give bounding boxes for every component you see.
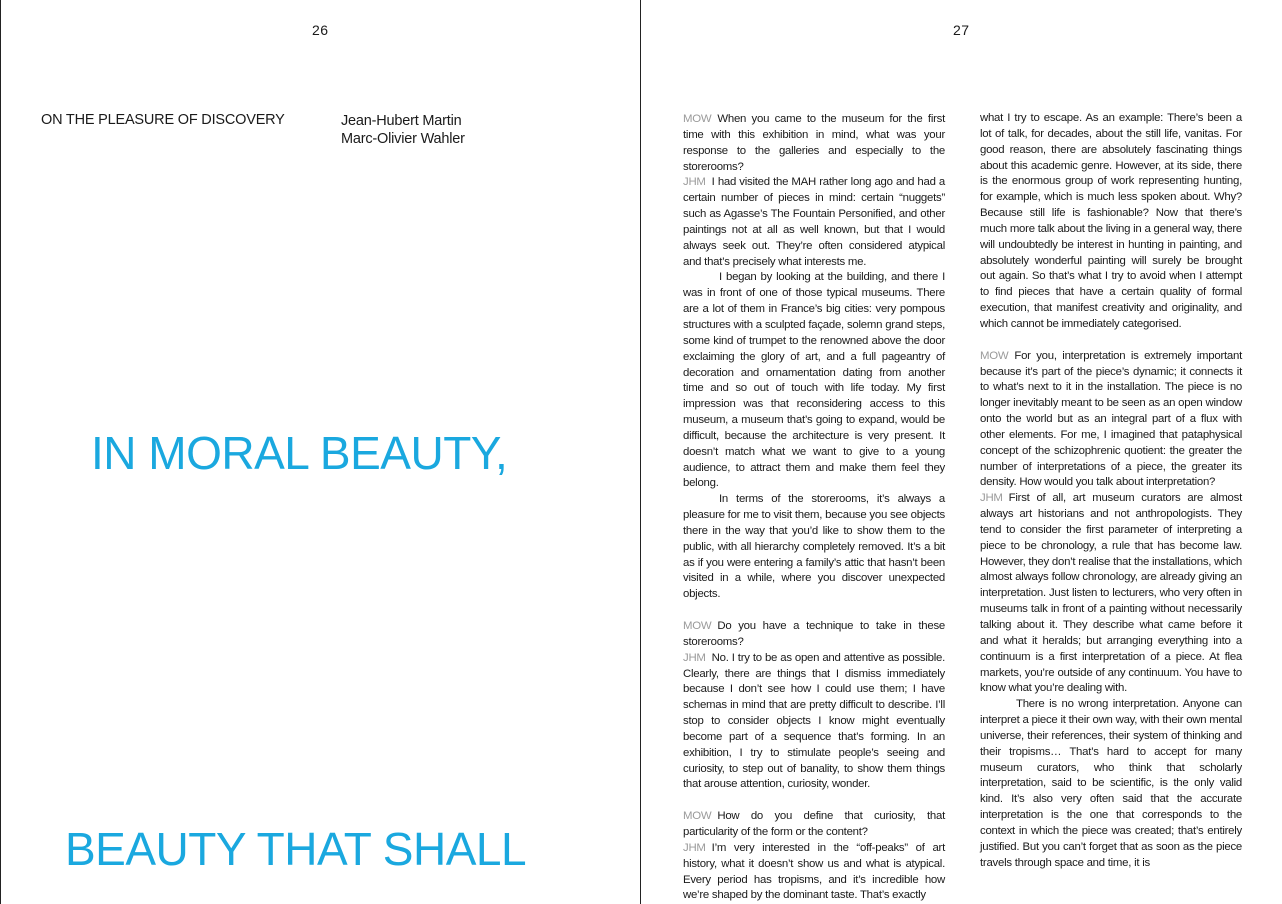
paragraph-text: Do you have a technique to take in these storerooms?: [683, 620, 945, 648]
interview-paragraph: [683, 492, 945, 603]
paragraph-text: For you, interpretation is extremely important because it’s part of the piece’s dynamic; it connects it to what’s next to it in the installation. The piece is no longer inevitably meant to be seen as an open window onto the world but as an integral part of a flux with other elements. For me, I imagined that pataphysical concept of the schizophrenic quotient: the greater the number of interpretations of a piece, the greater its density. How would you talk about interpretation?: [980, 349, 1242, 489]
speaker-initials: MOW: [980, 349, 1009, 362]
interview-paragraph: [980, 697, 1242, 871]
interview-paragraph: [683, 112, 945, 175]
interview-paragraph: [980, 111, 1242, 333]
interview-paragraph: [683, 651, 945, 794]
paragraph-text: I began by looking at the building, and there I was in front of one of those typical museums. There are a lot of them in France’s big cities: very pompous structures with a sculpted façade, solemn grand steps, some kind of trumpet to the renowned above the door exclaiming the glory of art, and a full pageantry of decoration and ornamentation dating from another time and so out of touch with life today. My first impression was that reconsidering access to this museum, a museum that’s going to expand, would be difficult, because the architecture is very present. It doesn’t match what we want to give to a young audience, to attract them and make them feel they belong.: [683, 271, 945, 490]
authors: [341, 112, 465, 148]
speaker-initials: JHM: [683, 841, 706, 854]
right-page: [642, 0, 1282, 904]
paragraph-text: When you came to the museum for the first time with this exhibition in mind, what was your response to the galleries and especially to the storerooms?: [683, 113, 945, 173]
speaker-initials: MOW: [683, 810, 712, 823]
display-headline-2: BEAUTY THAT SHALL: [65, 823, 527, 875]
speaker-initials: MOW: [683, 113, 712, 125]
interview-paragraph: [980, 491, 1242, 697]
text-column-1: [683, 112, 945, 904]
paragraph-text: How do you define that curiosity, that particularity of the form or the content?: [683, 810, 945, 838]
paragraph-gap: [683, 603, 945, 619]
interview-paragraph: [683, 619, 945, 651]
speaker-initials: JHM: [980, 492, 1003, 505]
paragraph-text: First of all, art museum curators are almost always art historians and not anthropologists. They tend to consider the first parameter of interpreting a piece to be chronology, a rule that has become law. However, they don’t realise that the installations, which almost always follow chronology, are already giving an interpretation. Just listen to lecturers, who very often in museums talk in front of a painting without necessarily talking about it. They describe what came before it and what it heralds; but arranging everything into a continuum is a first interpretation of a piece. At flea markets, you’re outside of any continuum. You have to know what you’re dealing with.: [980, 492, 1242, 695]
speaker-initials: JHM: [683, 651, 706, 664]
paragraph-text: There is no wrong interpretation. Anyone can interpret a piece it their own way, with their own mental universe, their references, their system of thinking and their tropisms… That’s hard to accept for many museum curators, who think that scholarly interpretation, said to be scientific, is the only valid kind. It’s also very often said that the accurate interpretation is the one that corresponds to the context in which the piece was created; that’s entirely justified. But you can’t forget that as soon as the piece travels through space and time, it is: [980, 698, 1242, 869]
paragraph-text: what I try to escape. As an example: There’s been a lot of talk, for decades, about the still life, vanitas. For good reason, there are absolutely fascinating things about this academic genre. However, at its side, there is the enormous group of work representing hunting, for example, which is much less spoken about. Why? Because still life is fashionable? Now that there’s much more talk about the living in a general way, there will undoubtedly be interest in hunting in painting, and absolutely wonderful painting will surely be brought out again. So that’s what I try to avoid when I attempt to find pieces that have a certain quality of formal execution, that manifest creativity and originality, and which cannot be immediately categorised.: [980, 112, 1242, 330]
paragraph-text: No. I try to be as open and attentive as possible. Clearly, there are things that I dismiss immediately because I don’t see how I could use them; I have schemas in mind that are pretty difficult to describe. I’ll stop to consider objects I know might eventually become part of a sequence that’s forming. In an exhibition, I try to stimulate people’s seeing and curiosity, to step out of banality, to show them things that arouse attention, curiosity, wonder.: [683, 651, 945, 791]
speaker-initials: JHM: [683, 176, 706, 189]
paragraph-text: I had visited the MAH rather long ago and had a certain number of pieces in mind: certain “nuggets” such as Agasse’s The Fountain Personified, and other paintings not at all as well known, but that I would always seek out. They’re often considered atypical and that’s precisely what interests me.: [683, 176, 945, 268]
paragraph-text: I’m very interested in the “off-peaks” of art history, what it doesn’t show us and what is atypical. Every period has tropisms, and it’s incredible how we’re shaped by the dominant taste. That’s exactly: [683, 841, 945, 902]
author-name: Marc-Olivier Wahler: [341, 131, 465, 147]
interview-paragraph: [683, 270, 945, 492]
paragraph-gap: [980, 333, 1242, 349]
interview-paragraph: [980, 349, 1242, 492]
paragraph-gap: [683, 793, 945, 809]
page-number-right: 27: [953, 22, 970, 38]
display-headline-1: IN MORAL BEAUTY,: [91, 427, 508, 479]
interview-paragraph: [683, 841, 945, 904]
text-column-2: [980, 111, 1242, 872]
spine-divider: [640, 0, 641, 904]
author-name: Jean-Hubert Martin: [341, 113, 462, 129]
interview-paragraph: [683, 175, 945, 270]
essay-title: ON THE PLEASURE OF DISCOVERY: [41, 112, 285, 128]
interview-paragraph: [683, 809, 945, 841]
paragraph-text: In terms of the storerooms, it’s always a pleasure for me to visit them, because you see objects there in the way that you’d like to show them to the public, with all hierarchy completely removed. It’s a bit as if you were entering a family’s attic that hasn’t been visited in a while, where you discover unexpected objects.: [683, 493, 945, 601]
page-number-left: 26: [312, 22, 329, 38]
speaker-initials: MOW: [683, 620, 712, 632]
